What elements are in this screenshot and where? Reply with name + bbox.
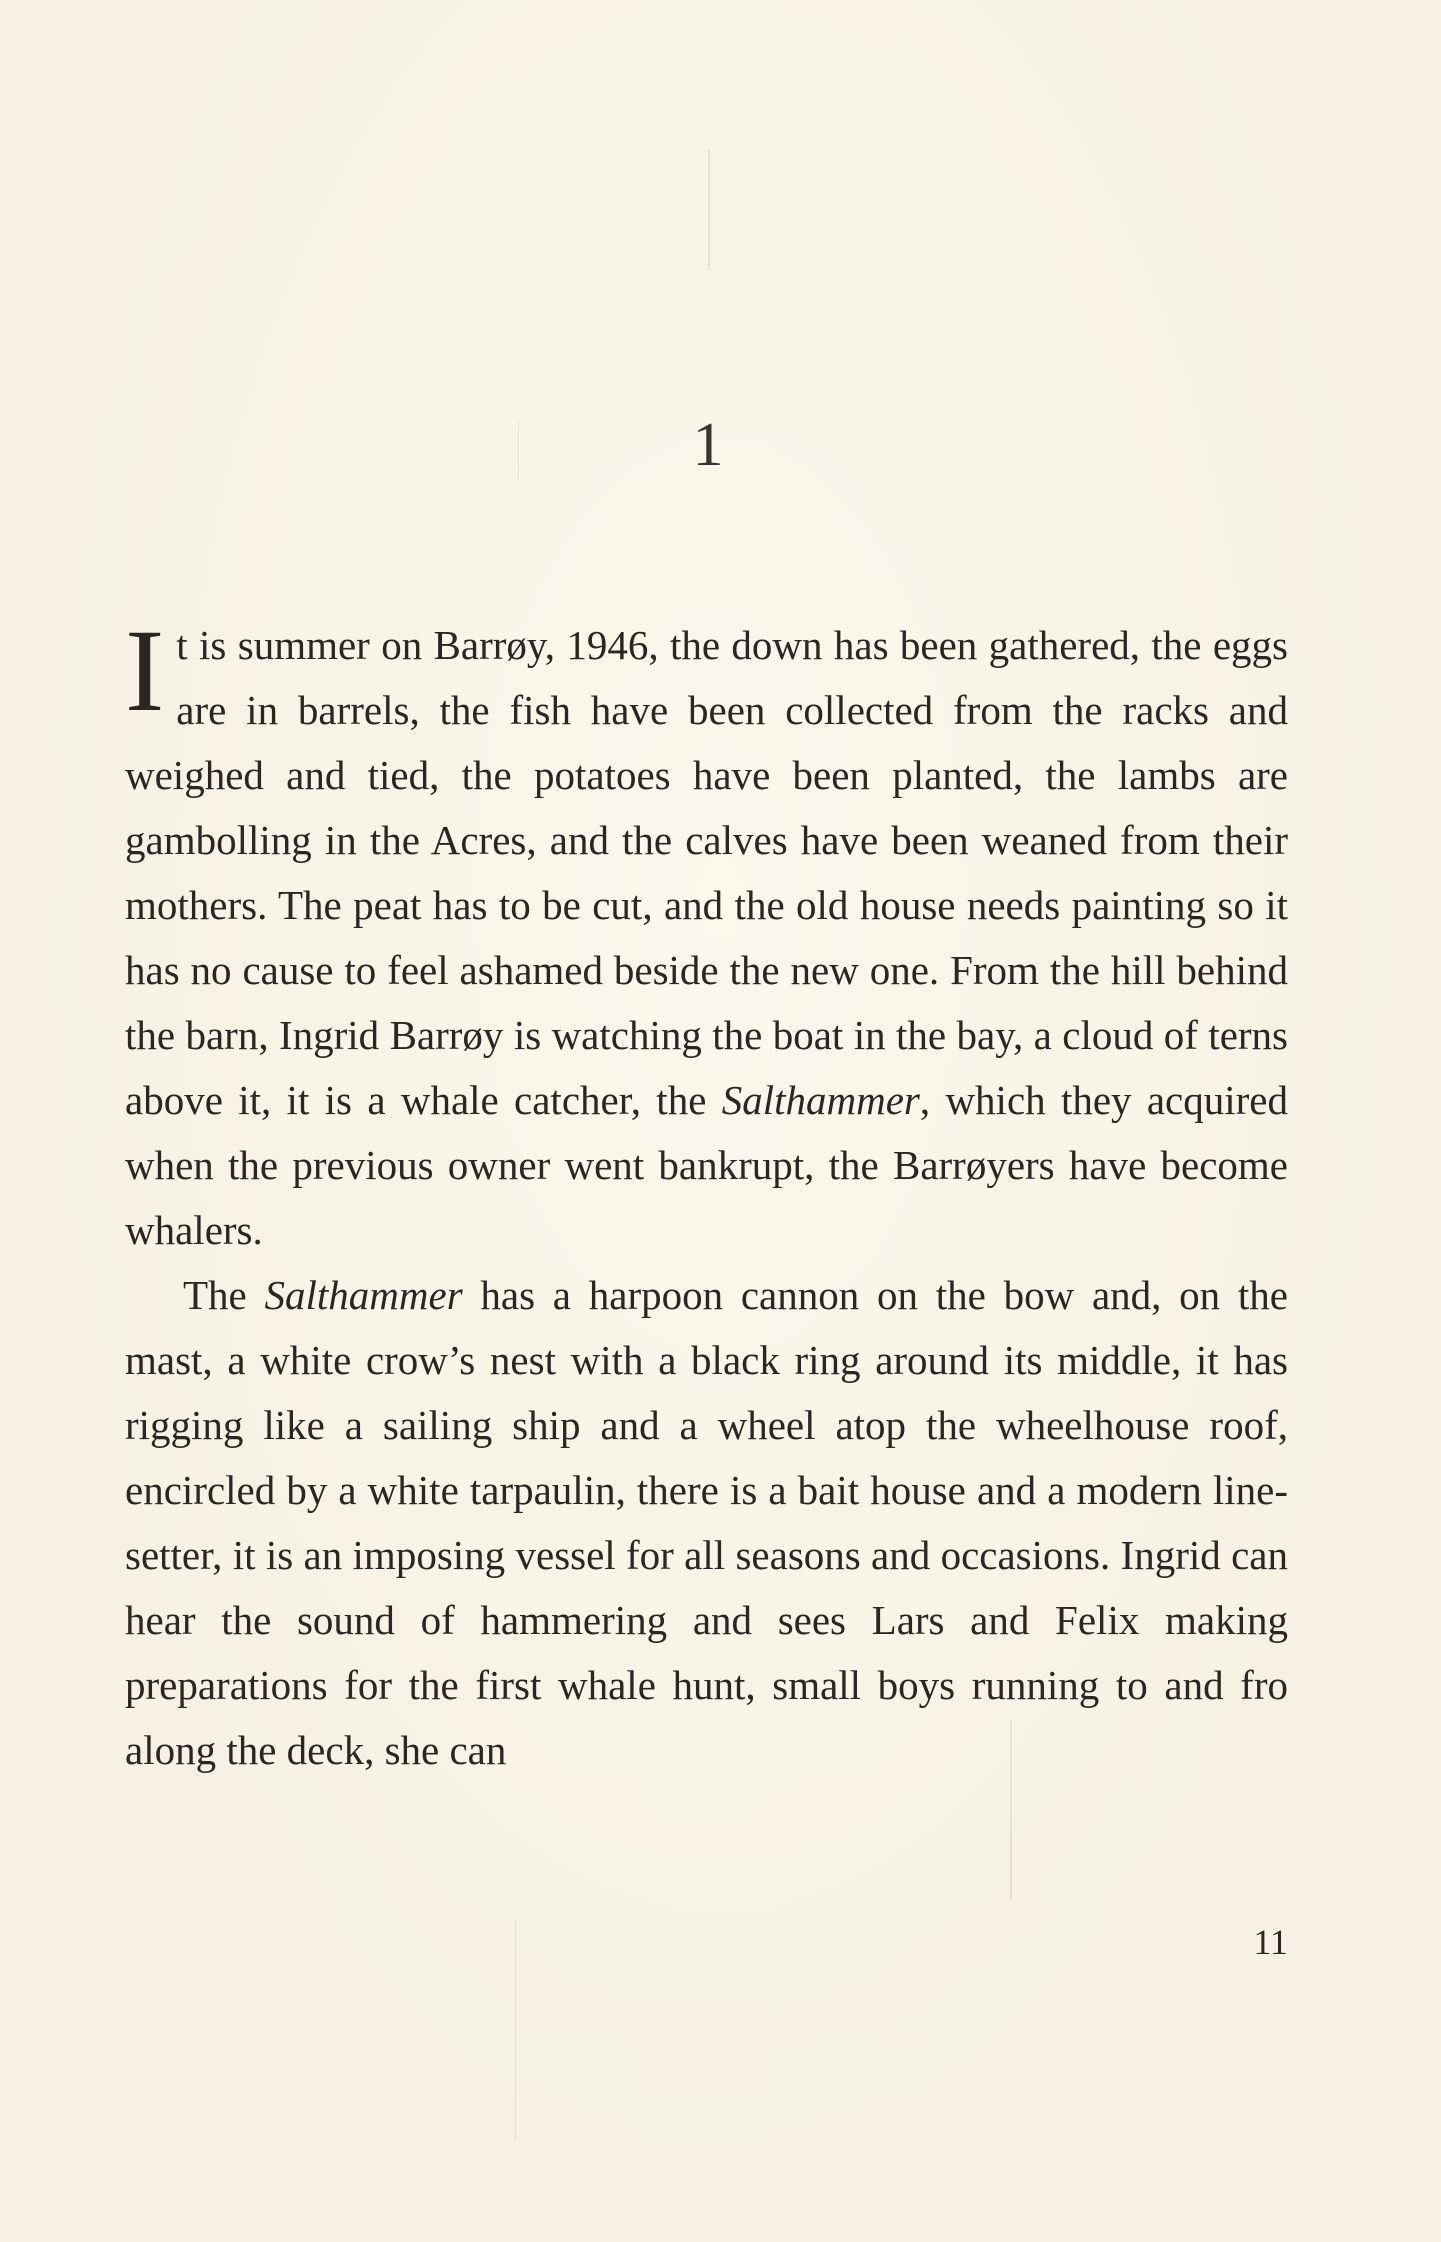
chapter-number: 1 xyxy=(692,411,724,479)
paper-crease xyxy=(515,1920,516,2140)
paragraph-2-start: The xyxy=(183,1272,265,1318)
paper-crease xyxy=(708,150,710,270)
paragraph-1-text-end: , which they acquired when the previous owner went bankrupt, the Barrøyers have become whalers. xyxy=(125,1077,1288,1253)
page-number: 11 xyxy=(1253,1922,1288,1962)
paragraph-1-text: t is summer on Barrøy, 1946, the down has been gathered, the eggs are in barrels, the fish have been collected from the racks and weighed and tied, the potatoes have been planted, the lambs are gambolling in the Acres, and the calves have been weaned from their mothers. The peat has to be cut, and the old house needs painting so it has no cause to feel ashamed beside the new one. From the hill behind the barn, Ingrid Barrøy is watching the boat in the bay, a cloud of terns above it, it is a whale catcher, the xyxy=(125,622,1288,1123)
paragraph-2-text: has a harpoon cannon on the bow and, on the mast, a white crow’s nest with a black ring around its middle, it has rigging like a sailing ship and a wheel atop the wheelhouse roof, encircled by a white tarpaulin, there is a bait house and a modern line-setter, it is an imposing vessel for all seasons and occasions. Ingrid can hear the sound of hammering and sees Lars and Felix making preparations for the first whale hunt, small boys running to and fro along the deck, she can xyxy=(125,1272,1288,1773)
paragraph-1 xyxy=(125,605,1288,1263)
drop-cap: I xyxy=(125,605,165,736)
ship-name-italic: Salthammer xyxy=(721,1077,920,1123)
body-text xyxy=(125,605,1288,1783)
paragraph-2 xyxy=(125,1263,1288,1783)
ship-name-italic: Salthammer xyxy=(264,1272,463,1318)
